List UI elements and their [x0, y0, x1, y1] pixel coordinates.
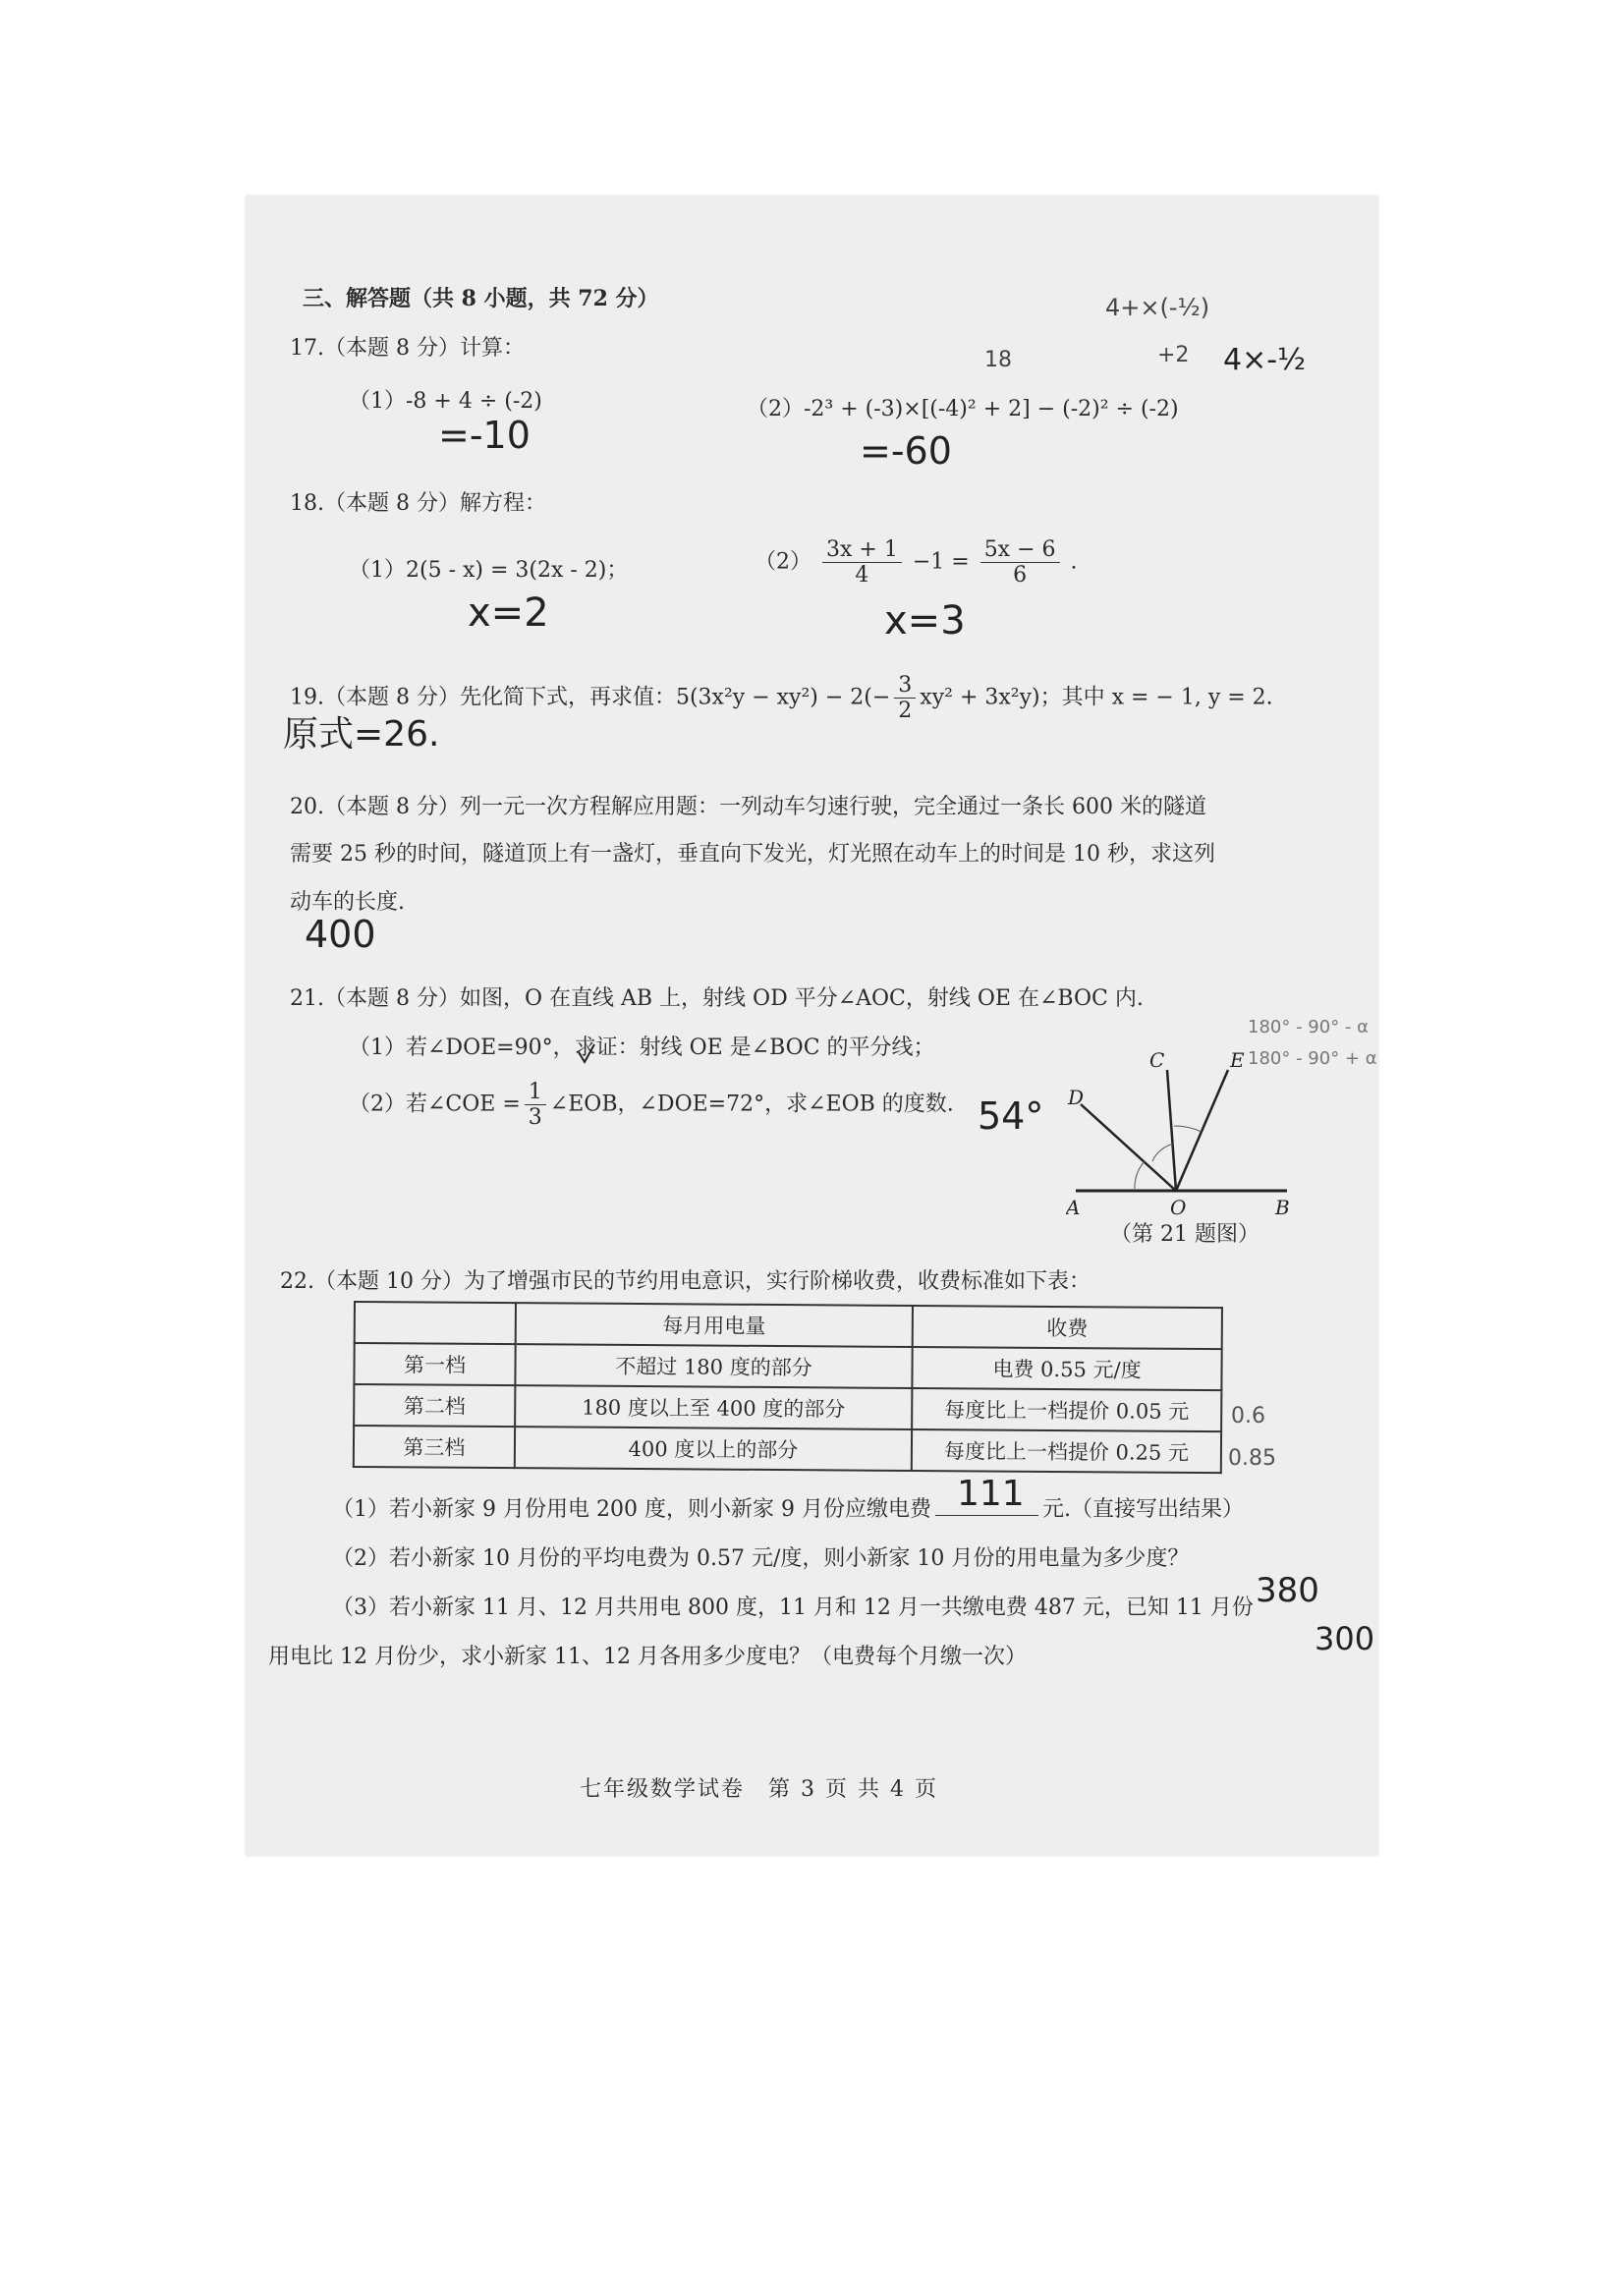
q18-fraction-left-denominator: 4 [855, 563, 869, 588]
q22-margin-note2: 0.85 [1228, 1446, 1276, 1471]
q18-fraction-right-denominator: 6 [1013, 563, 1028, 588]
q22-margin-note1: 0.6 [1231, 1404, 1265, 1428]
q21-figure-caption: （第 21 题图） [1110, 1222, 1259, 1247]
table-cell: 第三档 [354, 1426, 515, 1468]
label-a: A [1066, 1196, 1081, 1217]
q21-fraction-denominator: 3 [528, 1105, 542, 1130]
q22-answer3: 300 [1315, 1620, 1375, 1657]
q17-header: 17.（本题 8 分）计算： [290, 336, 525, 361]
scribble-5: 180° - 90° - α [1248, 1017, 1370, 1037]
q22-part2: （2）若小新家 10 月份的平均电费为 0.57 元/度，则小新家 10 月份的用电量为多少度？ [332, 1546, 1190, 1571]
q19-fraction [894, 673, 916, 723]
q19-text-b: xy² + 3x²y)；其中 x = − 1, y = 2. [920, 685, 1273, 710]
label-o: O [1170, 1196, 1187, 1217]
q22-part3-line2: 用电比 12 月份少，求小新家 11、12 月各用多少度电？（电费每个月缴一次） [268, 1645, 1027, 1669]
section-title: 三、解答题（共 8 小题，共 72 分） [303, 286, 659, 311]
q18-fraction-left [822, 537, 902, 588]
table-cell: 第二档 [354, 1384, 515, 1427]
scribble-3: +2 [1157, 343, 1190, 367]
label-c: C [1149, 1048, 1165, 1072]
angle-arc-1 [1135, 1161, 1145, 1191]
q19-fraction-denominator: 2 [898, 699, 913, 723]
q22-answer-blank [935, 1474, 1038, 1516]
ray-oc [1167, 1070, 1176, 1191]
q21-header: 21.（本题 8 分）如图，O 在直线 AB 上，射线 OD 平分∠AOC，射线 OE 在∠BOC 内. [290, 986, 1144, 1011]
scribble-2: 18 [984, 348, 1012, 372]
q19-answer: 原式=26. [283, 714, 440, 755]
table-cell: 电费 0.55 元/度 [912, 1347, 1221, 1390]
q18-answer1: x=2 [468, 590, 549, 636]
q20-answer: 400 [305, 913, 376, 956]
q20-line2: 需要 25 秒的时间，隧道顶上有一盏灯，垂直向下发光，灯光照在动车上的时间是 10 秒，求这列 [290, 842, 1215, 867]
q21-part2 [349, 1080, 954, 1130]
q21-answer: 54° [978, 1094, 1044, 1138]
q18-part2-label: （2） [755, 549, 812, 575]
q21-part2-b: ∠EOB，∠DOE=72°，求∠EOB 的度数. [549, 1092, 954, 1117]
q18-answer2: x=3 [884, 598, 966, 644]
q18-header: 18.（本题 8 分）解方程： [290, 491, 546, 516]
page-footer: 七年级数学试卷 第 3 页 共 4 页 [580, 1777, 938, 1802]
table-cell: 第一档 [354, 1343, 515, 1385]
fee-table-header-usage: 每月用电量 [516, 1303, 913, 1347]
q22-answer1: 111 [956, 1474, 1025, 1514]
q18-fraction-right [980, 537, 1060, 588]
q18-part1: （1）2(5 - x) = 3(2x - 2)； [349, 558, 629, 583]
fee-table-header-row [355, 1302, 1222, 1349]
q21-fraction-numerator: 1 [525, 1080, 546, 1105]
q21-part1: （1）若∠DOE=90°，求证：射线 OE 是∠BOC 的平分线； [349, 1036, 935, 1060]
q22-part1-b: 元.（直接写出结果） [1041, 1497, 1244, 1522]
q18-fraction-right-numerator: 5x − 6 [980, 537, 1060, 563]
q20-line1: 20.（本题 8 分）列一元一次方程解应用题：一列动车匀速行驶，完全通过一条长 600 米的隧道 [290, 795, 1206, 819]
label-d: D [1068, 1086, 1085, 1109]
q17-part2: （2）-2³ + (-3)×[(-4)² + 2] − (-2)² ÷ (-2) [747, 397, 1179, 421]
ray-od [1081, 1104, 1176, 1191]
table-row [354, 1343, 1221, 1390]
ray-oe [1176, 1070, 1228, 1191]
q22-answer2: 380 [1256, 1571, 1319, 1610]
q17-part1: （1）-8 + 4 ÷ (-2) [349, 389, 542, 414]
check-mark-icon [577, 1042, 596, 1066]
q22-part3-line1: （3）若小新家 11 月、12 月共用电 800 度，11 月和 12 月一共缴电费 487 元，已知 11 月份 [332, 1596, 1254, 1620]
q19-text-a: 19.（本题 8 分）先化简下式，再求值：5(3x²y − xy²) − 2(− [290, 685, 891, 710]
q22-part1-a: （1）若小新家 9 月份用电 200 度，则小新家 9 月份应缴电费 [332, 1497, 931, 1522]
q17-answer1: =-10 [438, 414, 531, 457]
q18-fraction-left-numerator: 3x + 1 [822, 537, 902, 563]
exam-page [246, 196, 1378, 1856]
table-cell: 每度比上一档提价 0.25 元 [912, 1429, 1221, 1473]
label-e: E [1230, 1048, 1245, 1072]
q18-part2-middle: −1 = [912, 549, 970, 575]
q21-figure [1066, 1045, 1292, 1217]
fee-table-header-fee: 收费 [913, 1306, 1222, 1349]
angle-arc-2 [1152, 1144, 1174, 1161]
table-row [354, 1384, 1221, 1431]
q21-fraction [525, 1080, 546, 1130]
fee-table-header-empty [355, 1302, 516, 1344]
fee-table [353, 1301, 1223, 1474]
table-cell: 每度比上一档提价 0.05 元 [912, 1388, 1221, 1431]
table-cell: 不超过 180 度的部分 [515, 1344, 912, 1388]
label-b: B [1275, 1196, 1290, 1217]
q20-line3: 动车的长度. [290, 890, 405, 915]
table-row [354, 1426, 1221, 1473]
q21-part2-a: （2）若∠COE = [349, 1092, 521, 1117]
q22-header: 22.（本题 10 分）为了增强市民的节约用电意识，实行阶梯收费，收费标准如下表： [280, 1269, 1091, 1294]
q22-part1 [332, 1474, 1244, 1523]
q18-part2: （2） $\frac{3x + 1}{4}$ −1 = $\frac{5x - 6}{6}$ . [755, 537, 1078, 588]
q17-answer2: =-60 [860, 429, 952, 473]
angle-arc-3 [1174, 1126, 1202, 1132]
q19-fraction-numerator: 3 [894, 673, 916, 699]
table-cell: 400 度以上的部分 [515, 1427, 912, 1471]
scribble-1: 4+×(-½) [1105, 294, 1210, 321]
table-cell: 180 度以上至 400 度的部分 [515, 1385, 912, 1429]
scribble-6: 180° - 90° + α [1248, 1048, 1377, 1069]
scribble-4: 4×-½ [1223, 343, 1307, 377]
